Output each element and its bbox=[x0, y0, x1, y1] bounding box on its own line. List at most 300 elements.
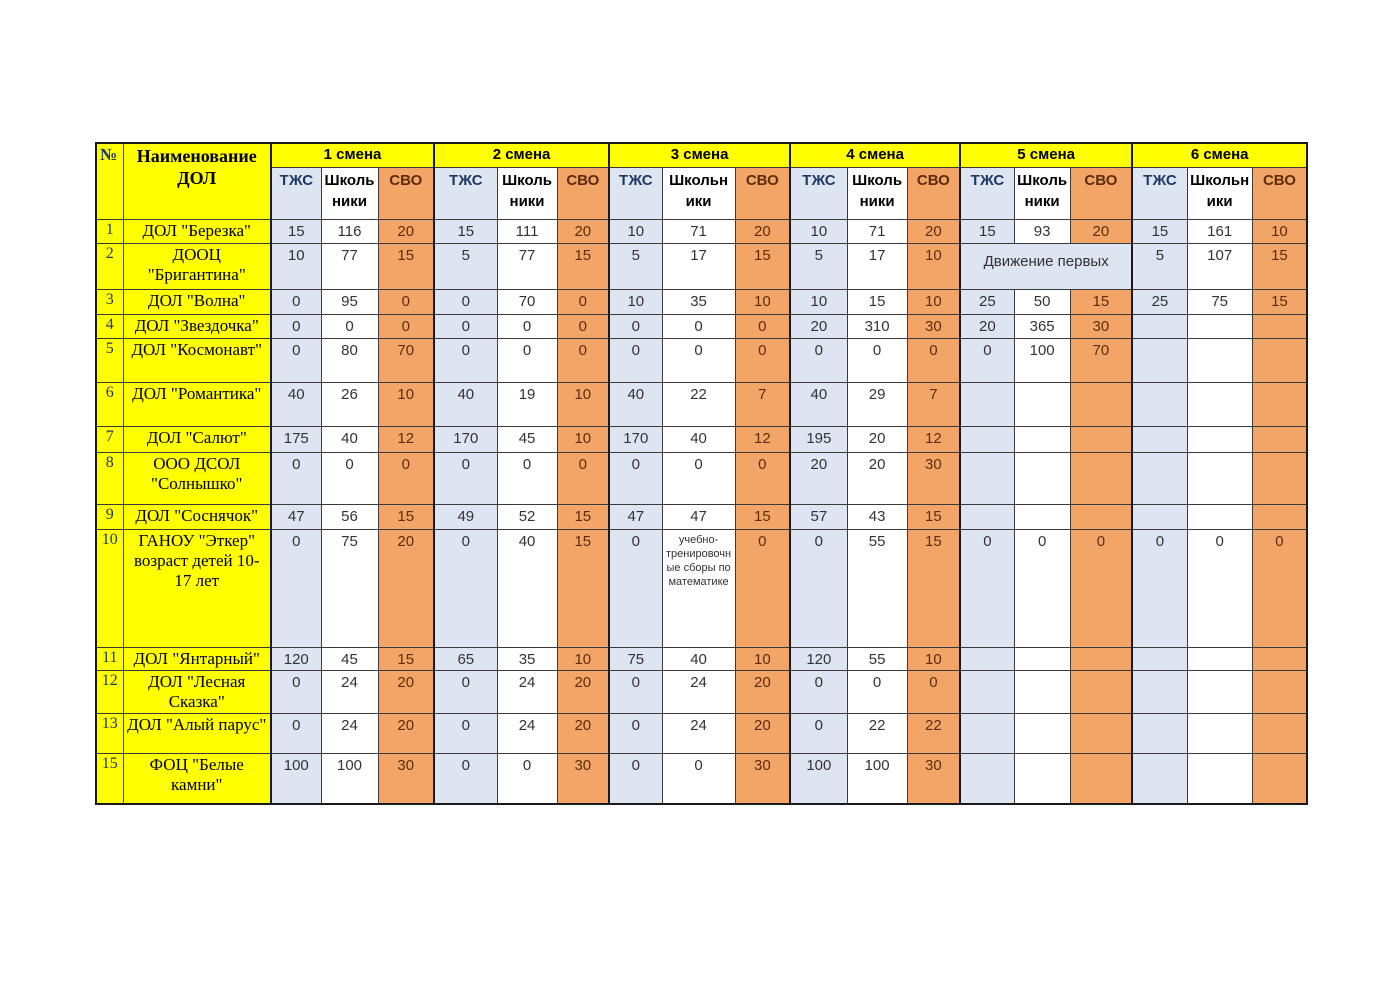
data-cell bbox=[1070, 671, 1132, 714]
data-cell: 15 bbox=[735, 243, 790, 289]
shift-2-header: 2 смена bbox=[434, 143, 609, 167]
data-cell: 0 bbox=[790, 338, 847, 382]
data-cell: 100 bbox=[1014, 338, 1070, 382]
data-cell bbox=[1014, 754, 1070, 804]
row-number: 7 bbox=[96, 426, 123, 452]
data-cell bbox=[1252, 452, 1307, 504]
subheader-schoolchildren: Школьники bbox=[1187, 167, 1252, 219]
data-cell: 0 bbox=[960, 529, 1014, 647]
data-cell: 30 bbox=[735, 754, 790, 804]
data-cell: 40 bbox=[609, 382, 662, 426]
data-cell: 20 bbox=[790, 314, 847, 338]
camp-name: ДОЛ "Салют" bbox=[123, 426, 271, 452]
data-cell: 310 bbox=[847, 314, 907, 338]
data-cell: 20 bbox=[378, 529, 434, 647]
data-cell: 24 bbox=[497, 671, 557, 714]
data-cell: 120 bbox=[790, 647, 847, 671]
data-cell: 0 bbox=[497, 314, 557, 338]
data-cell: 49 bbox=[434, 504, 497, 529]
camp-name: ДОЛ "Звездочка" bbox=[123, 314, 271, 338]
data-cell: 15 bbox=[378, 504, 434, 529]
data-cell bbox=[1252, 426, 1307, 452]
data-cell: 70 bbox=[378, 338, 434, 382]
data-cell: 56 bbox=[321, 504, 378, 529]
camp-name: ДОЛ "Янтарный" bbox=[123, 647, 271, 671]
data-cell: 75 bbox=[321, 529, 378, 647]
data-cell: 10 bbox=[557, 426, 609, 452]
row-number: 8 bbox=[96, 452, 123, 504]
data-cell bbox=[1070, 382, 1132, 426]
data-cell: 170 bbox=[609, 426, 662, 452]
data-cell: 5 bbox=[1132, 243, 1187, 289]
row-number: 1 bbox=[96, 219, 123, 243]
data-cell bbox=[1014, 452, 1070, 504]
subheader-tzhs: ТЖС bbox=[790, 167, 847, 219]
data-cell: 0 bbox=[847, 671, 907, 714]
data-cell: 55 bbox=[847, 529, 907, 647]
subheader-tzhs: ТЖС bbox=[609, 167, 662, 219]
data-cell: 10 bbox=[907, 289, 960, 314]
data-cell: 0 bbox=[321, 452, 378, 504]
data-cell bbox=[960, 714, 1014, 754]
data-cell: 10 bbox=[735, 647, 790, 671]
data-cell bbox=[1132, 314, 1187, 338]
data-cell: 0 bbox=[790, 714, 847, 754]
data-cell: 26 bbox=[321, 382, 378, 426]
data-cell bbox=[960, 671, 1014, 714]
data-cell: 75 bbox=[609, 647, 662, 671]
data-cell bbox=[1132, 671, 1187, 714]
data-cell: 0 bbox=[557, 338, 609, 382]
data-cell: 0 bbox=[847, 338, 907, 382]
row-number: 10 bbox=[96, 529, 123, 647]
camp-name: ДОЛ "Алый парус" bbox=[123, 714, 271, 754]
data-cell: 24 bbox=[497, 714, 557, 754]
data-cell bbox=[1014, 647, 1070, 671]
data-cell: 15 bbox=[1132, 219, 1187, 243]
data-cell: 10 bbox=[609, 219, 662, 243]
data-cell: 100 bbox=[271, 754, 321, 804]
data-cell: 0 bbox=[434, 671, 497, 714]
data-cell: 0 bbox=[271, 338, 321, 382]
row-number: 3 bbox=[96, 289, 123, 314]
data-cell: 0 bbox=[609, 754, 662, 804]
data-cell: 24 bbox=[662, 714, 735, 754]
row-number: 13 bbox=[96, 714, 123, 754]
data-cell: 0 bbox=[434, 289, 497, 314]
data-cell: 10 bbox=[1252, 219, 1307, 243]
name-column-header: Наименование ДОЛ bbox=[123, 143, 271, 219]
data-cell: 0 bbox=[735, 452, 790, 504]
subheader-tzhs: ТЖС bbox=[960, 167, 1014, 219]
camp-name: ДОЛ "Космонавт" bbox=[123, 338, 271, 382]
data-cell bbox=[1132, 382, 1187, 426]
data-cell: 77 bbox=[497, 243, 557, 289]
data-cell: 0 bbox=[609, 529, 662, 647]
data-cell bbox=[1187, 671, 1252, 714]
row-number: 4 bbox=[96, 314, 123, 338]
camp-name: ГАНОУ "Эткер" возраст детей 10-17 лет bbox=[123, 529, 271, 647]
data-cell: 71 bbox=[847, 219, 907, 243]
data-cell: 0 bbox=[662, 314, 735, 338]
data-cell: 0 bbox=[271, 671, 321, 714]
data-cell: 0 bbox=[790, 671, 847, 714]
camp-name: ДОЛ "Волна" bbox=[123, 289, 271, 314]
data-cell: 7 bbox=[735, 382, 790, 426]
data-cell bbox=[1070, 504, 1132, 529]
data-cell: 30 bbox=[907, 314, 960, 338]
table-row bbox=[96, 382, 1307, 426]
data-cell: 15 bbox=[434, 219, 497, 243]
data-cell bbox=[1132, 647, 1187, 671]
data-cell: 40 bbox=[662, 426, 735, 452]
data-cell: 20 bbox=[378, 671, 434, 714]
data-cell: 70 bbox=[497, 289, 557, 314]
data-cell: 15 bbox=[907, 504, 960, 529]
data-cell bbox=[1070, 714, 1132, 754]
data-cell: 0 bbox=[557, 452, 609, 504]
data-cell: 22 bbox=[662, 382, 735, 426]
data-cell bbox=[1187, 338, 1252, 382]
subheader-svo: СВО bbox=[557, 167, 609, 219]
subheader-svo: СВО bbox=[1070, 167, 1132, 219]
data-cell: 0 bbox=[1070, 529, 1132, 647]
data-cell bbox=[1252, 671, 1307, 714]
subheader-schoolchildren: Школьники bbox=[497, 167, 557, 219]
data-cell: 75 bbox=[1187, 289, 1252, 314]
data-cell: 10 bbox=[557, 382, 609, 426]
data-cell: 24 bbox=[321, 714, 378, 754]
data-cell bbox=[1070, 754, 1132, 804]
data-cell: 15 bbox=[1252, 289, 1307, 314]
data-cell: 20 bbox=[735, 219, 790, 243]
data-cell: 0 bbox=[662, 452, 735, 504]
camp-name: ДОЛ "Соснячок" bbox=[123, 504, 271, 529]
data-cell: 22 bbox=[847, 714, 907, 754]
data-cell bbox=[1187, 382, 1252, 426]
data-cell: 65 bbox=[434, 647, 497, 671]
data-cell: 15 bbox=[557, 504, 609, 529]
data-cell: 10 bbox=[907, 647, 960, 671]
camps-table bbox=[95, 142, 1308, 805]
shift-6-header: 6 смена bbox=[1132, 143, 1307, 167]
data-cell bbox=[1132, 504, 1187, 529]
table-row bbox=[96, 714, 1307, 754]
data-cell: 0 bbox=[378, 289, 434, 314]
data-cell: 52 bbox=[497, 504, 557, 529]
camp-name: ДОЛ "Лесная Сказка" bbox=[123, 671, 271, 714]
data-cell bbox=[960, 504, 1014, 529]
data-cell bbox=[960, 382, 1014, 426]
data-cell bbox=[1187, 452, 1252, 504]
data-cell: 0 bbox=[1252, 529, 1307, 647]
data-cell: 0 bbox=[271, 714, 321, 754]
row-number: 11 bbox=[96, 647, 123, 671]
data-cell bbox=[1187, 314, 1252, 338]
data-cell bbox=[960, 426, 1014, 452]
table-row bbox=[96, 314, 1307, 338]
table-row bbox=[96, 647, 1307, 671]
shift-4-header: 4 смена bbox=[790, 143, 960, 167]
data-cell: 29 bbox=[847, 382, 907, 426]
data-cell: 0 bbox=[907, 338, 960, 382]
data-cell: 15 bbox=[735, 504, 790, 529]
data-cell: 71 bbox=[662, 219, 735, 243]
data-cell: 20 bbox=[907, 219, 960, 243]
subheader-svo: СВО bbox=[907, 167, 960, 219]
data-cell: 0 bbox=[557, 314, 609, 338]
data-cell: 120 bbox=[271, 647, 321, 671]
data-cell: 45 bbox=[321, 647, 378, 671]
data-cell bbox=[1014, 382, 1070, 426]
row-number: 9 bbox=[96, 504, 123, 529]
row-number: 6 bbox=[96, 382, 123, 426]
data-cell: 0 bbox=[609, 314, 662, 338]
data-cell: 12 bbox=[378, 426, 434, 452]
data-cell bbox=[1187, 504, 1252, 529]
data-cell: 0 bbox=[609, 338, 662, 382]
data-cell: 22 bbox=[907, 714, 960, 754]
data-cell: 15 bbox=[847, 289, 907, 314]
data-cell: 7 bbox=[907, 382, 960, 426]
data-cell: 20 bbox=[557, 219, 609, 243]
shift-3-header: 3 смена bbox=[609, 143, 790, 167]
data-cell bbox=[1132, 452, 1187, 504]
data-cell: 0 bbox=[609, 452, 662, 504]
table-row bbox=[96, 671, 1307, 714]
data-cell: 0 bbox=[434, 754, 497, 804]
data-cell: 0 bbox=[434, 452, 497, 504]
data-cell: учебно-тренировочные сборы по математике bbox=[662, 529, 735, 647]
data-cell: 100 bbox=[847, 754, 907, 804]
table-row bbox=[96, 219, 1307, 243]
data-cell: 100 bbox=[321, 754, 378, 804]
data-cell bbox=[1252, 504, 1307, 529]
data-cell: 10 bbox=[609, 289, 662, 314]
data-cell: 40 bbox=[271, 382, 321, 426]
data-cell bbox=[1014, 504, 1070, 529]
data-cell: 0 bbox=[271, 289, 321, 314]
data-cell: 25 bbox=[960, 289, 1014, 314]
data-cell: 17 bbox=[847, 243, 907, 289]
data-cell: 0 bbox=[1187, 529, 1252, 647]
data-cell: 40 bbox=[790, 382, 847, 426]
subheader-tzhs: ТЖС bbox=[434, 167, 497, 219]
camp-name: ФОЦ "Белые камни" bbox=[123, 754, 271, 804]
row-number: 12 bbox=[96, 671, 123, 714]
data-cell: 15 bbox=[557, 529, 609, 647]
data-cell bbox=[1187, 754, 1252, 804]
data-cell: 0 bbox=[271, 452, 321, 504]
shift-5-header: 5 смена bbox=[960, 143, 1132, 167]
data-cell: 0 bbox=[271, 314, 321, 338]
data-cell: 20 bbox=[735, 671, 790, 714]
camp-name: ДОЛ "Березка" bbox=[123, 219, 271, 243]
camp-name: ДООЦ "Бригантина" bbox=[123, 243, 271, 289]
data-cell bbox=[1132, 338, 1187, 382]
data-cell: 57 bbox=[790, 504, 847, 529]
data-cell: 0 bbox=[960, 338, 1014, 382]
data-cell: 0 bbox=[1132, 529, 1187, 647]
table-row bbox=[96, 529, 1307, 647]
data-cell: 35 bbox=[662, 289, 735, 314]
data-cell: 93 bbox=[1014, 219, 1070, 243]
data-cell: 40 bbox=[321, 426, 378, 452]
data-cell bbox=[1252, 647, 1307, 671]
data-cell: 20 bbox=[960, 314, 1014, 338]
subheader-schoolchildren: Школьники bbox=[847, 167, 907, 219]
table-row bbox=[96, 243, 1307, 289]
data-cell: 175 bbox=[271, 426, 321, 452]
data-cell: 20 bbox=[378, 219, 434, 243]
data-cell: 30 bbox=[907, 754, 960, 804]
data-cell bbox=[1132, 754, 1187, 804]
table-row bbox=[96, 452, 1307, 504]
data-cell: 0 bbox=[735, 338, 790, 382]
data-cell: 365 bbox=[1014, 314, 1070, 338]
data-cell: 40 bbox=[434, 382, 497, 426]
subheader-svo: СВО bbox=[735, 167, 790, 219]
data-cell: 12 bbox=[735, 426, 790, 452]
data-cell: 170 bbox=[434, 426, 497, 452]
data-cell: 10 bbox=[378, 382, 434, 426]
data-cell: 0 bbox=[497, 754, 557, 804]
data-cell: 0 bbox=[378, 314, 434, 338]
data-cell: 0 bbox=[434, 314, 497, 338]
data-cell: 15 bbox=[271, 219, 321, 243]
data-cell: 30 bbox=[557, 754, 609, 804]
data-cell bbox=[1187, 426, 1252, 452]
data-cell: 0 bbox=[735, 314, 790, 338]
data-cell: 0 bbox=[907, 671, 960, 714]
table-row bbox=[96, 504, 1307, 529]
data-cell bbox=[960, 754, 1014, 804]
data-cell: 40 bbox=[497, 529, 557, 647]
data-cell: 0 bbox=[662, 754, 735, 804]
data-cell: 30 bbox=[1070, 314, 1132, 338]
data-cell: 15 bbox=[960, 219, 1014, 243]
data-cell: 43 bbox=[847, 504, 907, 529]
subheader-schoolchildren: Школьники bbox=[1014, 167, 1070, 219]
data-cell bbox=[1014, 426, 1070, 452]
data-cell: 10 bbox=[907, 243, 960, 289]
data-cell: 195 bbox=[790, 426, 847, 452]
data-cell: 0 bbox=[662, 338, 735, 382]
data-cell bbox=[1014, 671, 1070, 714]
data-cell: 30 bbox=[907, 452, 960, 504]
data-cell: 0 bbox=[378, 452, 434, 504]
row-number: 5 bbox=[96, 338, 123, 382]
data-cell: 95 bbox=[321, 289, 378, 314]
shift-header-row bbox=[96, 143, 1307, 167]
data-cell: 15 bbox=[1070, 289, 1132, 314]
row-number: 2 bbox=[96, 243, 123, 289]
data-cell bbox=[1252, 754, 1307, 804]
data-cell: 20 bbox=[557, 714, 609, 754]
data-cell: 77 bbox=[321, 243, 378, 289]
data-cell: 12 bbox=[907, 426, 960, 452]
subheader-schoolchildren: Школьники bbox=[662, 167, 735, 219]
data-cell: 20 bbox=[378, 714, 434, 754]
data-cell: 45 bbox=[497, 426, 557, 452]
camp-name: ДОЛ "Романтика" bbox=[123, 382, 271, 426]
data-cell bbox=[1132, 426, 1187, 452]
data-cell: 0 bbox=[609, 714, 662, 754]
data-cell: 0 bbox=[735, 529, 790, 647]
data-cell: 15 bbox=[378, 647, 434, 671]
data-cell: 10 bbox=[790, 289, 847, 314]
data-cell bbox=[1070, 647, 1132, 671]
table-body bbox=[96, 219, 1307, 804]
number-column-header: № bbox=[96, 143, 123, 219]
data-cell bbox=[1252, 382, 1307, 426]
data-cell bbox=[1070, 452, 1132, 504]
data-cell: 5 bbox=[790, 243, 847, 289]
data-cell: 20 bbox=[1070, 219, 1132, 243]
data-cell: 0 bbox=[271, 529, 321, 647]
data-cell: 47 bbox=[662, 504, 735, 529]
data-cell: 15 bbox=[557, 243, 609, 289]
data-cell: 0 bbox=[557, 289, 609, 314]
subheader-schoolchildren: Школьники bbox=[321, 167, 378, 219]
data-cell: 20 bbox=[735, 714, 790, 754]
data-cell: 20 bbox=[790, 452, 847, 504]
subheader-svo: СВО bbox=[1252, 167, 1307, 219]
data-cell: 20 bbox=[847, 452, 907, 504]
data-cell: 0 bbox=[790, 529, 847, 647]
data-cell: 111 bbox=[497, 219, 557, 243]
data-cell: 25 bbox=[1132, 289, 1187, 314]
data-cell: 24 bbox=[662, 671, 735, 714]
data-cell: 70 bbox=[1070, 338, 1132, 382]
camps-occupancy-sheet bbox=[95, 142, 1308, 805]
subheader-tzhs: ТЖС bbox=[271, 167, 321, 219]
data-cell bbox=[1070, 426, 1132, 452]
data-cell bbox=[960, 647, 1014, 671]
data-cell: 20 bbox=[557, 671, 609, 714]
data-cell: 17 bbox=[662, 243, 735, 289]
data-cell: 10 bbox=[557, 647, 609, 671]
data-cell: 55 bbox=[847, 647, 907, 671]
row-number: 15 bbox=[96, 754, 123, 804]
data-cell: 47 bbox=[609, 504, 662, 529]
data-cell: 116 bbox=[321, 219, 378, 243]
data-cell: 0 bbox=[321, 314, 378, 338]
data-cell: 5 bbox=[434, 243, 497, 289]
data-cell: 0 bbox=[434, 338, 497, 382]
subheader-svo: СВО bbox=[378, 167, 434, 219]
data-cell: 0 bbox=[1014, 529, 1070, 647]
data-cell: 24 bbox=[321, 671, 378, 714]
subheader-tzhs: ТЖС bbox=[1132, 167, 1187, 219]
data-cell bbox=[1252, 314, 1307, 338]
data-cell bbox=[1187, 647, 1252, 671]
data-cell: 80 bbox=[321, 338, 378, 382]
data-cell bbox=[1014, 714, 1070, 754]
data-cell: 15 bbox=[378, 243, 434, 289]
shift-1-header: 1 смена bbox=[271, 143, 434, 167]
data-cell: 15 bbox=[907, 529, 960, 647]
table-row bbox=[96, 754, 1307, 804]
data-cell: 5 bbox=[609, 243, 662, 289]
data-cell: 20 bbox=[847, 426, 907, 452]
data-cell bbox=[1187, 714, 1252, 754]
data-cell: 0 bbox=[497, 338, 557, 382]
data-cell: Движение первых bbox=[960, 243, 1132, 289]
data-cell: 30 bbox=[378, 754, 434, 804]
camp-name: ООО ДСОЛ "Солнышко" bbox=[123, 452, 271, 504]
data-cell bbox=[1252, 714, 1307, 754]
